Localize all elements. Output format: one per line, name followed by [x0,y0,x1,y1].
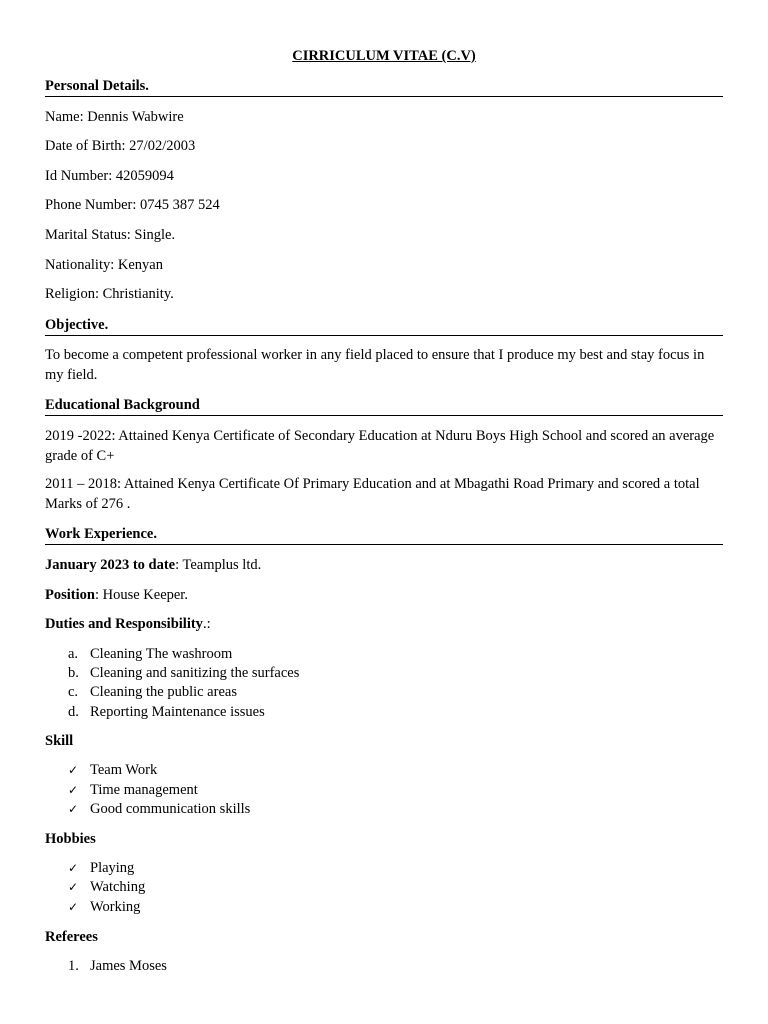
education-entry: 2019 -2022: Attained Kenya Certificate of Secondary Education at Nduru Boys High School and scored an average grade of C+ [45,428,715,464]
duties-suffix: .: [202,616,211,632]
position-line [45,586,188,604]
position-label: Position [45,587,95,603]
list-marker: b. [68,665,79,681]
hobbies-heading: Hobbies [45,831,96,847]
marital-status-line: Marital Status: Single. [45,227,176,243]
skills-heading: Skill [45,733,74,749]
checkmark-icon: ✓ [68,900,79,914]
hobby-item: Playing [90,860,135,876]
checkmark-icon: ✓ [68,763,79,777]
education-heading: Educational Background [45,397,200,413]
hobby-item: Watching [90,879,146,895]
work-employer: : Teamplus ltd. [175,557,262,573]
duties-line [45,615,211,633]
checkmark-icon: ✓ [68,783,79,797]
religion-line: Religion: Christianity. [45,286,174,302]
work-period-label: January 2023 to date [45,557,176,573]
name-line: Name: Dennis Wabwire [45,109,184,125]
work-period-line [45,556,261,574]
id-number-line: Id Number: 42059094 [45,168,174,184]
hobby-item: Working [90,899,141,915]
list-marker: c. [68,684,79,700]
referee-item: James Moses [90,958,167,974]
section-divider [45,96,723,97]
section-divider [45,544,723,545]
phone-line: Phone Number: 0745 387 524 [45,197,220,213]
position-value: : House Keeper. [94,587,188,603]
objective-text: To become a competent professional worker in any field placed to ensure that I produce my best and stay focus in my field. [45,347,705,383]
document-title: CIRRICULUM VITAE (C.V) [292,48,476,64]
referees-heading: Referees [45,929,98,945]
section-divider [45,415,723,416]
list-marker: a. [68,646,79,662]
nationality-line: Nationality: Kenyan [45,257,163,273]
checkmark-icon: ✓ [68,861,79,875]
skill-item: Good communication skills [90,801,251,817]
duty-item: Cleaning The washroom [90,646,233,662]
skill-item: Time management [90,782,198,798]
dob-line: Date of Birth: 27/02/2003 [45,138,196,154]
duty-item: Reporting Maintenance issues [90,704,265,720]
personal-details-heading: Personal Details. [45,78,149,94]
work-experience-heading: Work Experience. [45,526,157,542]
education-entry: 2011 – 2018: Attained Kenya Certificate Of Primary Education and at Mbagathi Road Primary and scored a total Marks of 276 . [45,476,700,512]
objective-heading: Objective. [45,317,109,333]
checkmark-icon: ✓ [68,880,79,894]
skill-item: Team Work [90,762,158,778]
list-marker: d. [68,704,79,720]
duty-item: Cleaning the public areas [90,684,237,700]
duty-item: Cleaning and sanitizing the surfaces [90,665,300,681]
duties-label: Duties and Responsibility [45,616,203,632]
list-marker: 1. [68,958,79,974]
checkmark-icon: ✓ [68,802,79,816]
section-divider [45,335,723,336]
